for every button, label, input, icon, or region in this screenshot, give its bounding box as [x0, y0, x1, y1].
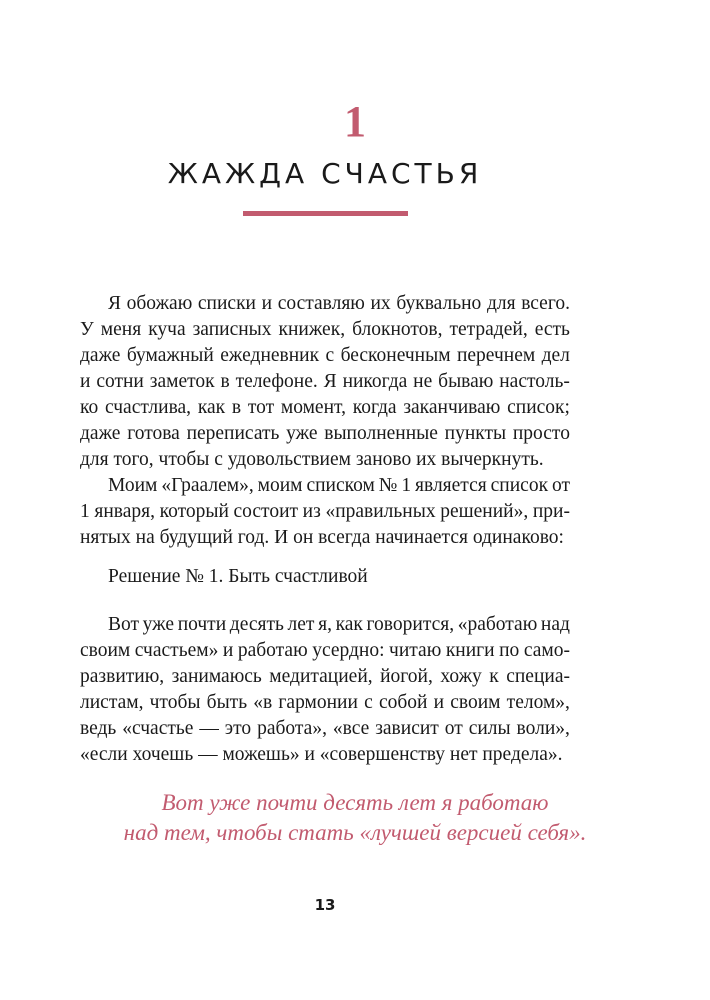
pull-quote-line: Вот уже почти десять лет я работаю — [161, 790, 549, 815]
text-line: Моим «Граалем», моим списком № 1 является список от — [108, 475, 570, 496]
text-line: и сотни заметок в телефоне. Я никогда не бываю настоль- — [80, 371, 570, 392]
text-line: Решение № 1. Быть счастливой — [108, 566, 368, 587]
title-underline — [243, 211, 408, 216]
text-line: для того, чтобы с удовольствием заново их вычеркнуть. — [80, 449, 544, 470]
text-line: нятых на будущий год. И он всегда начинается одинаково: — [80, 527, 564, 548]
text-line: развитию, занимаюсь медитацией, йогой, хожу к специа- — [80, 666, 570, 687]
text-line: даже готова переписать уже выполненные пункты просто — [80, 423, 570, 444]
text-line: даже бумажный ежедневник с бесконечным перечнем дел — [80, 345, 570, 366]
pull-quote — [0, 788, 710, 848]
text-line: своим счастьем» и работаю усердно: читаю книги по само- — [80, 640, 570, 661]
chapter-title: ЖАЖДА СЧАСТЬЯ — [167, 157, 483, 190]
text-line: У меня куча записных книжек, блокнотов, тетрадей, есть — [80, 319, 570, 340]
text-line: ко счастлива, как в тот момент, когда заканчиваю список; — [80, 397, 570, 418]
page-number: 13 — [314, 896, 336, 914]
text-line: 1 января, который состоит из «правильных решений», при- — [80, 501, 570, 522]
decision-line — [80, 564, 570, 590]
text-line: ведь «счастье — это работа», «все зависит от силы воли», — [80, 718, 570, 739]
text-line: Вот уже почти десять лет я, как говорится, «работаю над — [108, 614, 570, 635]
pull-quote-line: над тем, чтобы стать «лучшей версией себя». — [123, 820, 587, 845]
paragraph-1 — [80, 291, 570, 473]
text-line: Я обожаю списки и составляю их буквально для всего. — [108, 293, 570, 314]
paragraph-2 — [80, 473, 570, 551]
chapter-number: 1 — [344, 97, 366, 146]
text-line: листам, чтобы быть «в гармонии с собой и своим телом», — [80, 692, 570, 713]
paragraph-4 — [80, 612, 570, 768]
text-line: «если хочешь — можешь» и «совершенству нет предела». — [80, 744, 563, 765]
